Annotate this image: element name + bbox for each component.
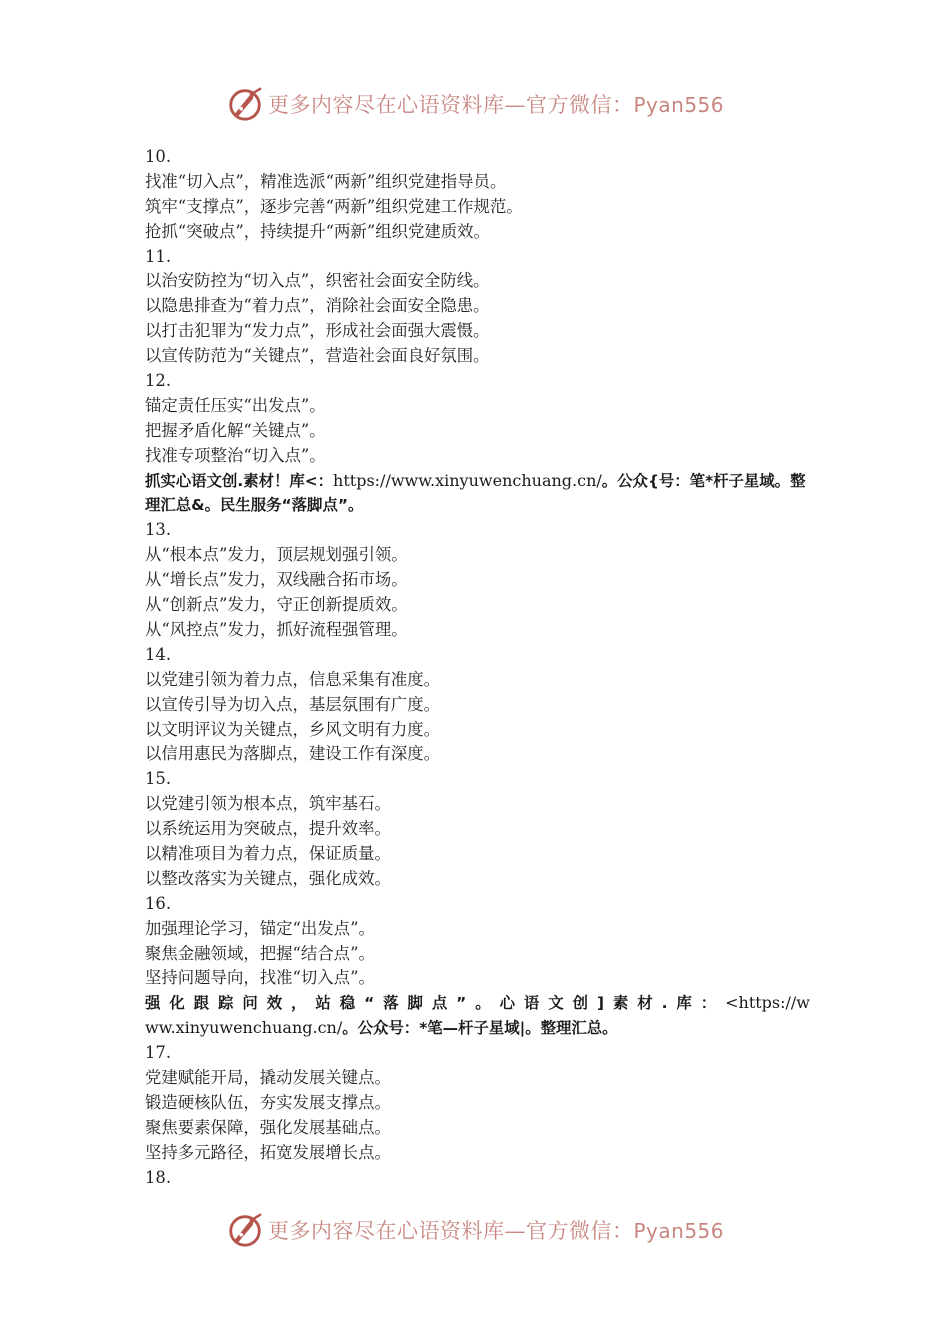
text-line: 以信用惠民为落脚点，建设工作有深度。 bbox=[145, 744, 441, 764]
text-line: 找准“切入点”，精准选派“两新”组织党建指导员。 bbox=[145, 171, 507, 191]
section-number: 13. bbox=[145, 520, 172, 540]
text-line: 锚定责任压实“出发点”。 bbox=[145, 395, 326, 415]
text-line: 以党建引领为根本点，筑牢基石。 bbox=[145, 794, 391, 814]
text-line: 找准专项整治“切入点”。 bbox=[145, 445, 326, 465]
text-line: 以治安防控为“切入点”，织密社会面安全防线。 bbox=[145, 271, 490, 291]
banner-wechat-id: Pyan556 bbox=[633, 93, 724, 117]
text-line: 以精准项目为着力点，保证质量。 bbox=[145, 843, 391, 863]
text-line: 以文明评议为关键点，乡风文明有力度。 bbox=[145, 719, 441, 739]
text-line: 以党建引领为着力点，信息采集有准度。 bbox=[145, 669, 441, 689]
section-number: 17. bbox=[145, 1043, 172, 1063]
section-number: 14. bbox=[145, 644, 172, 664]
section-number: 11. bbox=[145, 246, 172, 266]
text-line: 筑牢“支撑点”，逐步完善“两新”组织党建工作规范。 bbox=[145, 196, 523, 216]
text-line: 以隐患排查为“着力点”，消除社会面安全隐患。 bbox=[145, 296, 490, 316]
text-line: 聚焦要素保障，强化发展基础点。 bbox=[145, 1117, 391, 1137]
header-banner bbox=[0, 84, 950, 124]
text-line: 聚焦金融领域，把握“结合点”。 bbox=[145, 943, 375, 963]
text-line: 从“风控点”发力，抓好流程强管理。 bbox=[145, 619, 408, 639]
text-line: 抢抓“突破点”，持续提升“两新”组织党建质效。 bbox=[145, 221, 490, 241]
text-line: 以系统运用为突破点，提升效率。 bbox=[145, 819, 391, 839]
text-line: 以宣传引导为切入点，基层氛围有广度。 bbox=[145, 694, 441, 714]
banner-text: 更多内容尽在心语资料库—官方微信：Pyan556 bbox=[267, 1219, 724, 1243]
text-line: 坚持多元路径，拓宽发展增长点。 bbox=[145, 1142, 391, 1162]
text-line: 把握矛盾化解“关键点”。 bbox=[145, 420, 326, 440]
section-number: 15. bbox=[145, 769, 172, 789]
text-line: 以打击犯罪为“发力点”，形成社会面强大震慑。 bbox=[145, 321, 490, 341]
section-number: 10. bbox=[145, 147, 172, 166]
text-line: 坚持问题导向，找准“切入点”。 bbox=[145, 968, 375, 988]
document-body bbox=[145, 145, 810, 1190]
watermark-paragraph-1: 抓实心语文创.素材！库<：https://www.xinyuwenchuang.cn/。公众{号：笔*杆子星域。整理汇总&。民生服务“落脚点”。 bbox=[145, 470, 806, 515]
watermark-paragraph-2: 强化跟踪问效，站稳“落脚点”。心语文创]素材.库：<https://www.xinyuwenchuang.cn/。公众号：*笔—杆子星域|。整理汇总。 bbox=[145, 993, 810, 1038]
text-line: 加强理论学习，锚定“出发点”。 bbox=[145, 918, 375, 938]
text-line: 党建赋能开局，撬动发展关键点。 bbox=[145, 1068, 391, 1088]
text-line: 从“根本点”发力，顶层规划强引领。 bbox=[145, 545, 408, 565]
banner-wechat-id: Pyan556 bbox=[633, 1219, 724, 1243]
section-number: 16. bbox=[145, 893, 172, 913]
section-number: 12. bbox=[145, 371, 172, 391]
pen-nib-logo-icon bbox=[226, 1211, 264, 1249]
text-line: 以宣传防范为“关键点”，营造社会面良好氛围。 bbox=[145, 346, 490, 366]
text-line: 从“增长点”发力，双线融合拓市场。 bbox=[145, 570, 408, 590]
pen-nib-logo-icon bbox=[226, 85, 264, 123]
text-line: 锻造硬核队伍，夯实发展支撑点。 bbox=[145, 1092, 391, 1112]
footer-banner bbox=[0, 1210, 950, 1250]
section-number: 18. bbox=[145, 1167, 172, 1187]
text-line: 以整改落实为关键点，强化成效。 bbox=[145, 868, 391, 888]
text-line: 从“创新点”发力，守正创新提质效。 bbox=[145, 595, 408, 615]
banner-text: 更多内容尽在心语资料库—官方微信：Pyan556 bbox=[267, 93, 724, 117]
